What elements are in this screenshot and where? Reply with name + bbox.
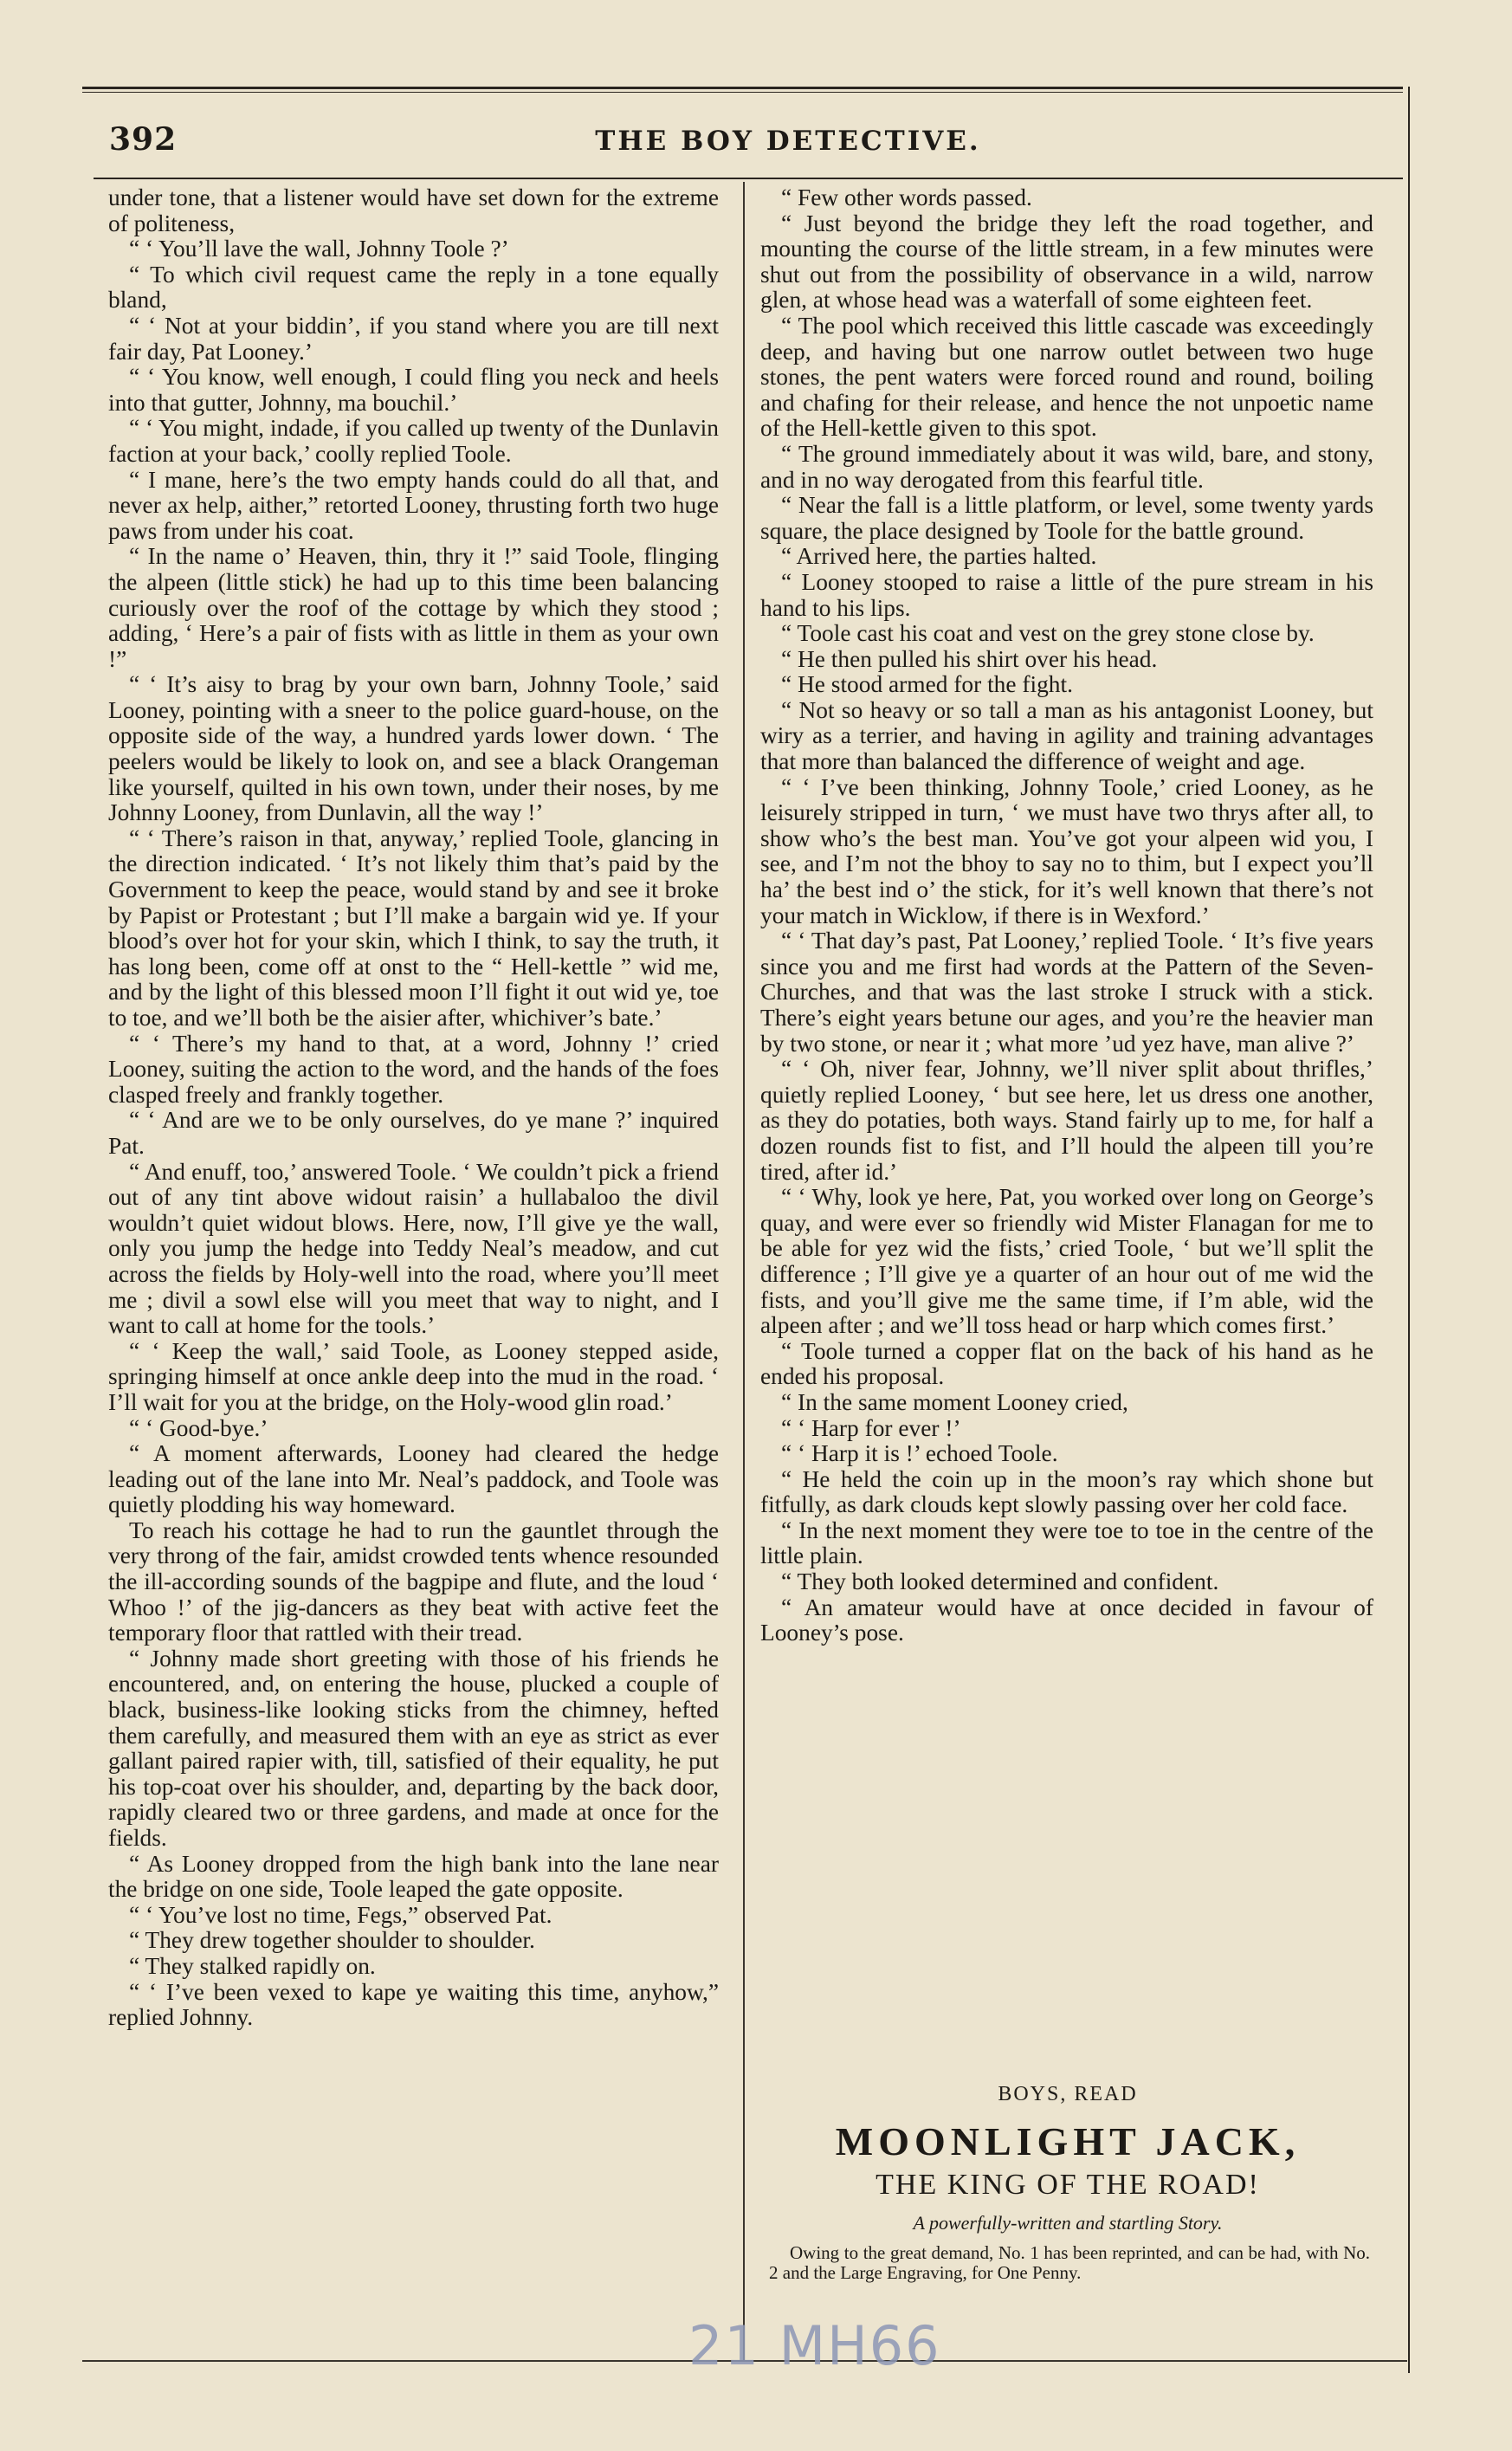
paragraph: “ ‘ Oh, niver fear, Johnny, we’ll niver split about thrifles,’ quietly replied Looney, ‘ but see here, let us dress one another, as they do potaties, both ways. Stand fairly up to me, for half a dozen rounds fist to fist, and I’ll hould the alpeen till you’re tired, after id.’ — [760, 1056, 1373, 1185]
advert-kicker: BOYS, READ — [998, 2083, 1138, 2105]
paragraph: “ In the same moment Looney cried, — [781, 1388, 1128, 1415]
paragraph: “ ‘ And are we to be only ourselves, do ye mane ?’ inquired Pat. — [108, 1107, 719, 1159]
paragraph: “ ‘ Harp for ever !’ — [781, 1414, 961, 1441]
top-rule-thin — [82, 92, 1403, 93]
paragraph: “ Toole cast his coat and vest on the grey stone close by. — [781, 620, 1315, 647]
advert-description: A powerfully-written and startling Story. — [913, 2212, 1223, 2234]
paragraph: “ ‘ Keep the wall,’ said Toole, as Looney stepped aside, springing himself at once ankle deep into the mud in the road. ‘ I’ll wait for you at the bridge, on the Holy-wood glin road.’ — [108, 1337, 719, 1415]
paragraph: “ As Looney dropped from the high bank into the lane near the bridge on one side, Toole leaped the gate opposite. — [108, 1850, 719, 1903]
paragraph: “ In the next moment they were toe to toe in the centre of the little plain. — [760, 1517, 1373, 1569]
advert-subtitle: THE KING OF THE ROAD! — [876, 2169, 1260, 2201]
paragraph: “ He stood armed for the fight. — [781, 671, 1073, 698]
advert-title: MOONLIGHT JACK, — [835, 2119, 1301, 2163]
paragraph: “ The pool which received this little cascade was exceedingly deep, and having but one narrow outlet between two huge stones, the pent waters were forced round and round, boiling and chafing for their release, and hence the not unpoetic name of the Hell-kettle given to this spot. — [760, 312, 1373, 442]
page-number: 392 — [109, 121, 178, 158]
paragraph: “ Arrived here, the parties halted. — [781, 543, 1097, 570]
paragraph: “ In the name o’ Heaven, thin, thry it !” said Toole, flinging the alpeen (little stick) he had up to this time been balancing curiously over the roof of the cottage by which they stood ; adding, ‘ Here’s a pair of fists with as little in them as your own !” — [108, 543, 719, 672]
paragraph: “ Not so heavy or so tall a man as his antagonist Looney, but wiry as a terrier, and having in agility and training advantages that more than balanced the difference of weight and age. — [760, 696, 1373, 775]
paragraph: “ ‘ Good-bye.’ — [129, 1414, 268, 1441]
paragraph: “ ‘ It’s aisy to brag by your own barn, Johnny Toole,’ said Looney, pointing with a sneer to the police guard-house, on the opposite side of the way, a hundred yards lower down. ‘ The peelers would be likely to look on, and see a black Orangeman like yourself, quilted in his own town, under their noses, by me Johnny Looney, from Dunlavin, all the way !’ — [108, 671, 719, 826]
right-frame-rule — [1408, 87, 1410, 2373]
paragraph: “ Just beyond the bridge they left the road together, and mounting the course of the little stream, in a few minutes were shut out from the possibility of observance in a wild, narrow glen, at whose head was a waterfall of some eighteen feet. — [760, 210, 1373, 314]
paragraph: “ Toole turned a copper flat on the back of his hand as he ended his proposal. — [760, 1337, 1373, 1390]
paragraph: “ Johnny made short greeting with those of his friends he encountered, and, on entering the house, plucked a couple of black, business-like looking sticks from the chimney, hefted them carefully, and measured them with an eye as strict as ever gallant paired rapier with, till, satisfied of their equality, he put his top-coat over his shoulder, and, departing by the back door, rapidly cleared two or three gardens, and made at once for the fields. — [108, 1645, 719, 1851]
paragraph: “ They stalked rapidly on. — [129, 1952, 376, 1979]
paragraph: “ ‘ Why, look ye here, Pat, you worked over long on George’s quay, and were ever so friendly wid Mister Flanagan for me to be able for yez wid the fists,’ cried Toole, ‘ but we’ll split the difference ; I’ll give ye a quarter of an hour out of me wid the fists, and you’ll give me the same time, if I’m able, wid the alpeen after ; and we’ll toss head or harp which comes first.’ — [760, 1184, 1373, 1339]
paragraph: “ ‘ There’s raison in that, anyway,’ replied Toole, glancing in the direction indicated. ‘ It’s not likely thim that’s paid by the Government to keep the peace, would stand by and see it broke by Papist or Protestant ; but I’ll make a bargain wid ye. If your blood’s over hot for your skin, which I think, to say the truth, it has long been, come off at onst to the “ Hell-kettle ” wid me, and by the light of this blessed moon I’ll fight it out wid ye, toe to toe, and we’ll both be the aisier after, whichiver’s bate.’ — [108, 825, 719, 1031]
library-stamp: 21 MH66 — [688, 2314, 941, 2377]
advert-note: Owing to the great demand, No. 1 has been reprinted, and can be had, with No. 2 and the Large Engraving, for One Penny. — [769, 2242, 1370, 2283]
paragraph: “ ‘ You’ll lave the wall, Johnny Toole ?’ — [129, 236, 509, 262]
paragraph: under tone, that a listener would have set down for the extreme of politeness, — [108, 184, 719, 236]
paragraph: “ ‘ Harp it is !’ echoed Toole. — [781, 1440, 1058, 1467]
running-head: THE BOY DETECTIVE. — [595, 126, 981, 157]
paragraph: “ A moment afterwards, Looney had cleared the hedge leading out of the lane into Mr. Neal’s paddock, and Toole was quietly plodding his way homeward. — [108, 1440, 719, 1518]
paragraph: “ ‘ There’s my hand to that, at a word, Johnny !’ cried Looney, suiting the action to the word, and the hands of the foes clasped freely and frankly together. — [108, 1030, 719, 1108]
paragraph: To reach his cottage he had to run the gauntlet through the very throng of the fair, amidst crowded tents whence resounded the ill-according sounds of the bagpipe and flute, and the loud ‘ Whoo !’ of the jig-dancers as they beat with active feet the temporary floor that rattled with their tread. — [108, 1517, 719, 1646]
paragraph: “ ‘ You’ve lost no time, Fegs,” observed Pat. — [129, 1901, 552, 1928]
advertisement — [760, 2083, 1375, 2283]
paragraph: “ ‘ You might, indade, if you called up twenty of the Dunlavin faction at your back,’ coolly replied Toole. — [108, 415, 719, 467]
left-column — [108, 185, 719, 2031]
paragraph: “ The ground immediately about it was wild, bare, and stony, and in no way derogated from this fearful title. — [760, 440, 1373, 493]
paragraph: “ ‘ That day’s past, Pat Looney,’ replied Toole. ‘ It’s five years since you and me first had words at the Pattern of the Seven-Churches, and that was the last stroke I struck with a stick. There’s eight years betune our ages, and you’re the heavier man by two stone, or near it ; what more ’ud yez have, man alive ?’ — [760, 928, 1373, 1057]
paragraph: “ I mane, here’s the two empty hands could do all that, and never ax help, aither,” retorted Looney, thrusting forth two huge paws from under his coat. — [108, 466, 719, 544]
paragraph: “ He held the coin up in the moon’s ray which shone but fitfully, as dark clouds kept slowly passing over her cold face. — [760, 1465, 1373, 1518]
paragraph: “ Few other words passed. — [781, 184, 1032, 210]
paragraph: “ Looney stooped to raise a little of the pure stream in his hand to his lips. — [760, 568, 1373, 621]
right-column — [760, 185, 1373, 1646]
paragraph: “ To which civil request came the reply in a tone equally bland, — [108, 261, 719, 314]
paragraph: “ ‘ I’ve been thinking, Johnny Toole,’ cried Looney, as he leisurely stripped in turn, ‘ we must have two thrys after all, to show who’s the best man. You’ve got your alpeen wid you, I see, and I’m not the bhoy to say no to thim, but I expect you’ll ha’ the best ind o’ the stick, for it’s well known that there’s not your match in Wicklow, if there is in Wexford.’ — [760, 773, 1373, 928]
paragraph: “ They both looked determined and confident. — [781, 1568, 1219, 1595]
paragraph: “ ‘ Not at your biddin’, if you stand where you are till next fair day, Pat Looney.’ — [108, 312, 719, 365]
paragraph: “ An amateur would have at once decided in favour of Looney’s pose. — [760, 1594, 1373, 1646]
paragraph: “ He then pulled his shirt over his head. — [781, 645, 1158, 672]
paragraph: “ ‘ You know, well enough, I could fling you neck and heels into that gutter, Johnny, ma bouchil.’ — [108, 364, 719, 416]
paragraph: “ They drew together shoulder to shoulder. — [129, 1927, 535, 1954]
column-divider — [743, 182, 745, 2360]
top-rule — [82, 87, 1403, 89]
paragraph: “ And enuff, too,’ answered Toole. ‘ We couldn’t pick a friend out of any tint above widout raisin’ a hullabaloo the divil wouldn’t quiet widout blows. Here, now, I’ll give ye the wall, only you jump the hedge into Teddy Neal’s meadow, and cut across the fields by Holy-well into the road, where you’ll meet me ; divil a sowl else will you meet that way to night, and I want to call at home for the tools.’ — [108, 1158, 719, 1339]
header-rule — [94, 178, 1403, 179]
paragraph: “ Near the fall is a little platform, or level, some twenty yards square, the place designed by Toole for the battle ground. — [760, 492, 1373, 544]
paragraph: “ ‘ I’ve been vexed to kape ye waiting this time, anyhow,” replied Johnny. — [108, 1978, 719, 2031]
